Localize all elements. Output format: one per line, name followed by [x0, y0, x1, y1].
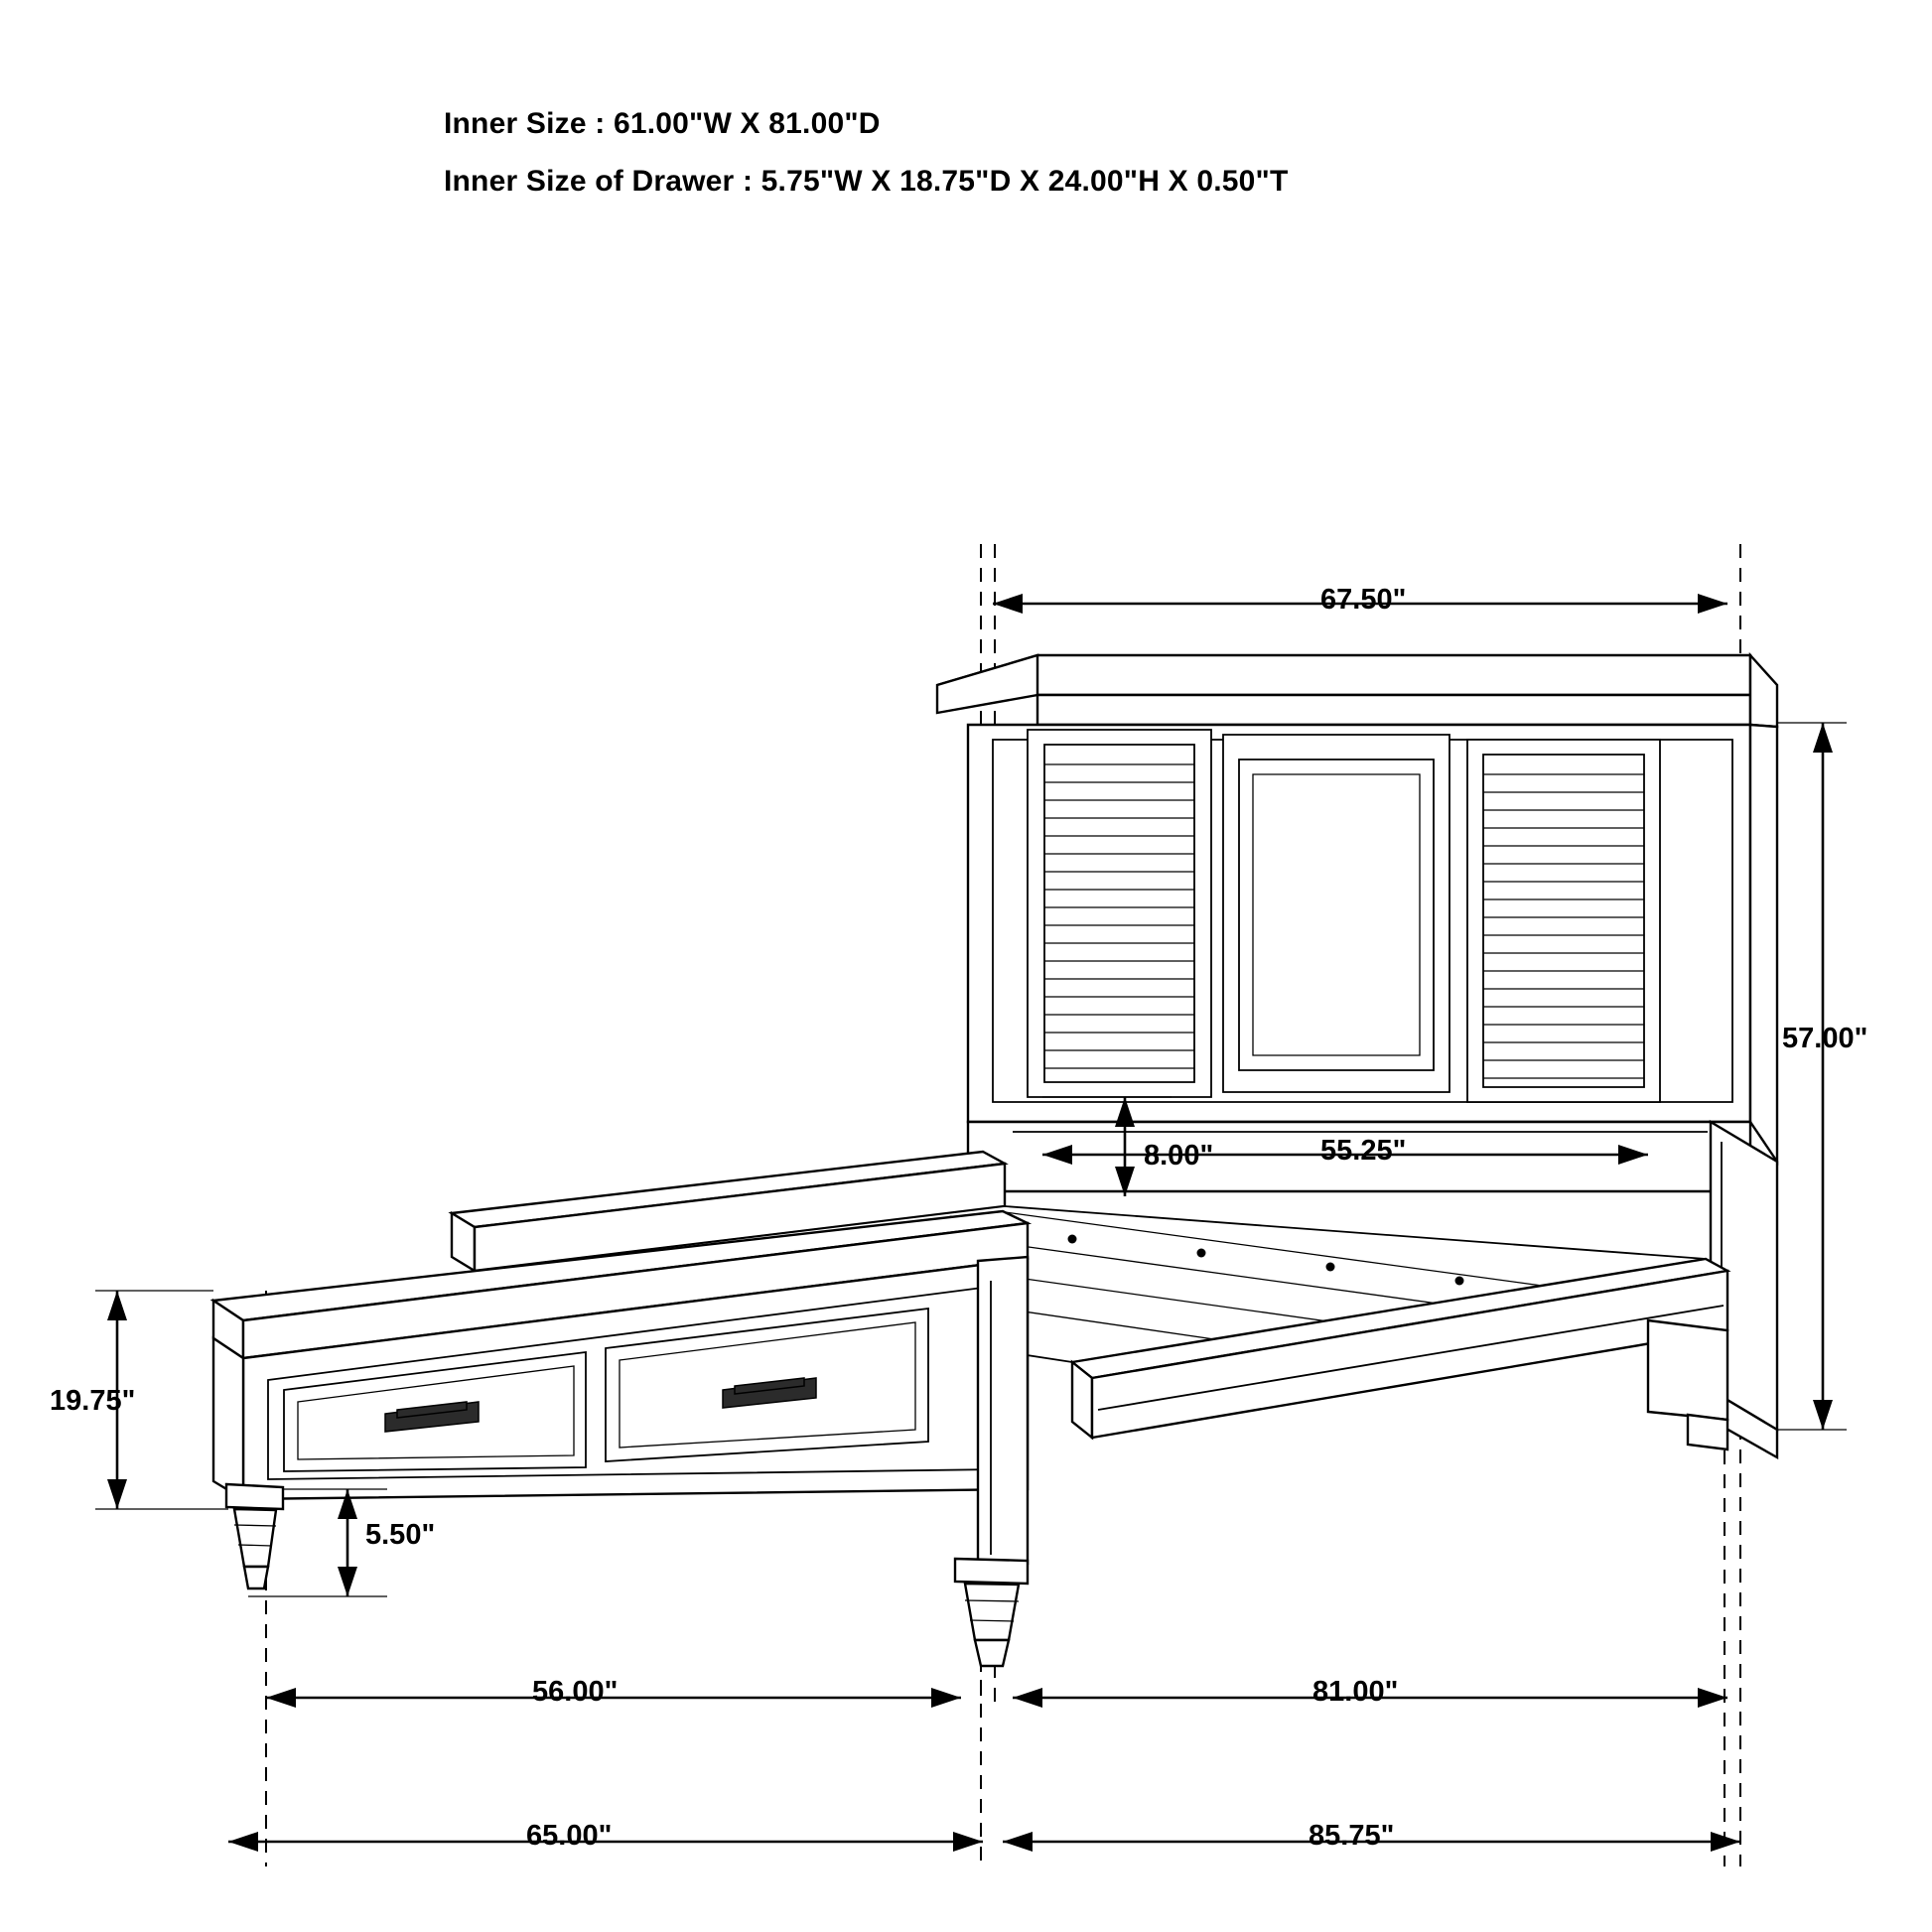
- dim-footboard-inner-width: 56.00": [532, 1676, 619, 1708]
- dim-clearance-height: 5.50": [365, 1519, 436, 1551]
- dim-overall-height: 57.00": [1782, 1023, 1868, 1054]
- dim-footboard-height: 19.75": [50, 1385, 136, 1417]
- inner-size-drawer-text: Inner Size of Drawer : 5.75"W X 18.75"D X 24.00"H X 0.50"T: [444, 165, 1289, 198]
- right-leg: [955, 1559, 1028, 1666]
- dim-footboard-overall-width: 65.00": [526, 1820, 613, 1852]
- dim-shelf-height: 8.00": [1144, 1140, 1214, 1172]
- dim-bed-length-inner: 81.00": [1312, 1676, 1399, 1708]
- dim-inner-headboard-width: 55.25": [1320, 1135, 1407, 1167]
- dim-bed-overall-length: 85.75": [1309, 1820, 1395, 1852]
- dim-headboard-width: 67.50": [1320, 584, 1407, 616]
- left-leg: [226, 1484, 283, 1588]
- footboard: [213, 1211, 1028, 1666]
- inner-size-text: Inner Size : 61.00"W X 81.00"D: [444, 107, 881, 140]
